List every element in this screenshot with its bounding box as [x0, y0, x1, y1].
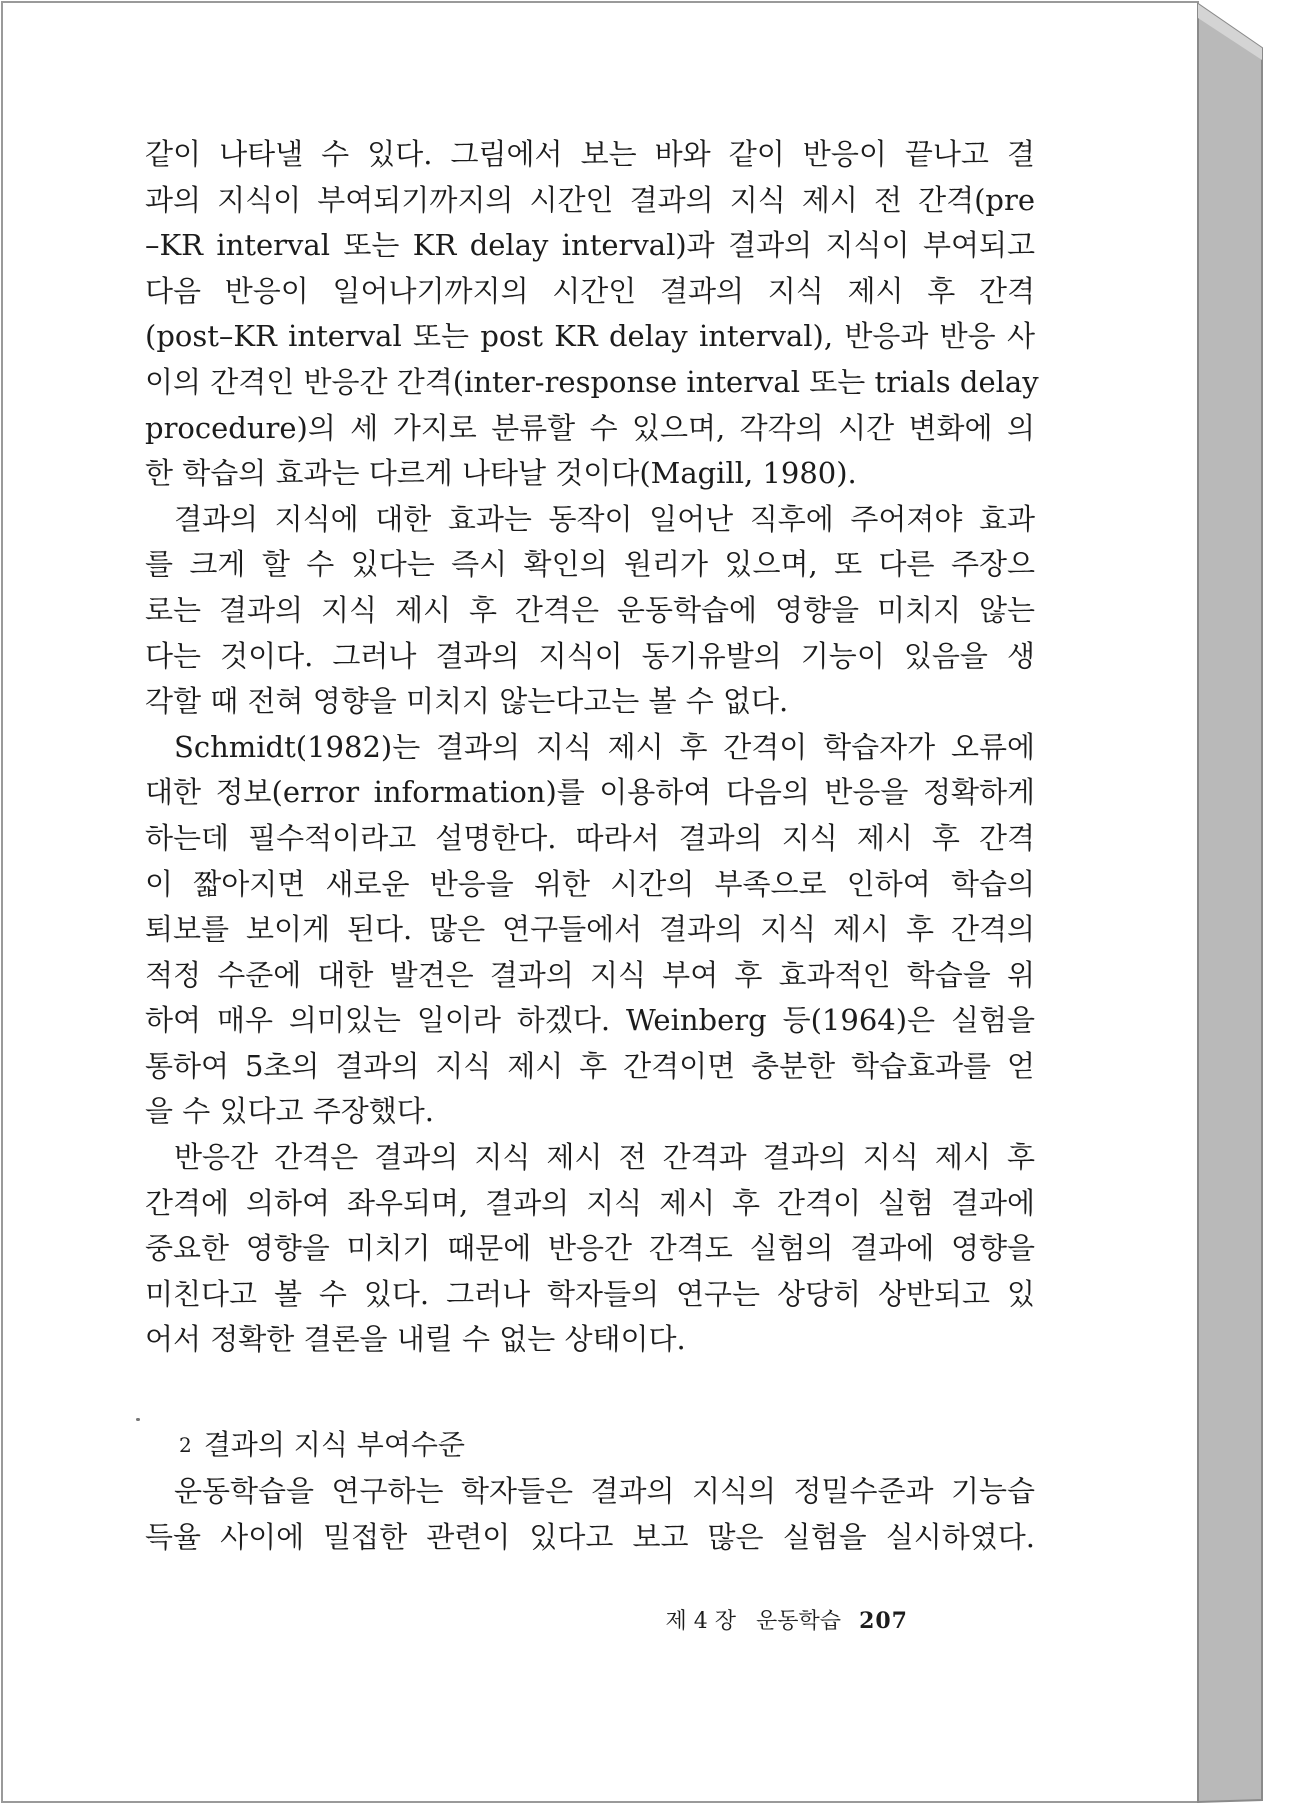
text-line: procedure)의 세 가지로 분류할 수 있으며, 각각의 시간 변화에 의	[145, 410, 1035, 445]
body-text	[145, 132, 1039, 1560]
text-line: 다는 것이다. 그러나 결과의 지식이 동기유발의 기능이 있음을 생	[145, 638, 1035, 673]
page-stack-side	[1198, 4, 1262, 1802]
text-line: 적정 수준에 대한 발견은 결과의 지식 부여 후 효과적인 학습을 위	[145, 957, 1035, 992]
text-line: 이 짧아지면 새로운 반응을 위한 시간의 부족으로 인하여 학습의	[145, 866, 1035, 901]
page-number: 207	[859, 1608, 908, 1634]
text-line: 같이 나타낼 수 있다. 그림에서 보는 바와 같이 반응이 끝나고 결	[145, 137, 1035, 171]
section-paragraph	[145, 1469, 1035, 1560]
text-line: 을 수 있다고 주장했다.	[145, 1094, 434, 1129]
text-line: 중요한 영향을 미치기 때문에 반응간 간격도 실험의 결과에 영향을	[145, 1231, 1035, 1266]
text-line: 로는 결과의 지식 제시 후 간격은 운동학습에 영향을 미치지 않는	[145, 592, 1035, 627]
text-line: 다음 반응이 일어나기까지의 시간인 결과의 지식 제시 후 간격	[145, 273, 1035, 308]
text-line: 한 학습의 효과는 다르게 나타날 것이다(Magill, 1980).	[145, 456, 857, 491]
text-line: 하여 매우 의미있는 일이라 하겠다. Weinberg 등(1964)은 실험을	[145, 1003, 1035, 1038]
text-line: 대한 정보(error information)를 이용하여 다음의 반응을 정확하게	[145, 775, 1035, 810]
text-line: 득율 사이에 밀접한 관련이 있다고 보고 많은 실험을 실시하였다.	[145, 1519, 1035, 1554]
scan-speck	[136, 1418, 140, 1421]
text-line: 과의 지식이 부여되기까지의 시간인 결과의 지식 제시 전 간격(pre	[145, 182, 1035, 217]
paragraph	[145, 1135, 1035, 1363]
text-line: (post–KR interval 또는 post KR delay interval), 반응과 반응 사	[145, 319, 1035, 354]
section-heading	[145, 1421, 1035, 1469]
section-title: 결과의 지식 부여수준	[203, 1428, 465, 1462]
text-line: 결과의 지식에 대한 효과는 동작이 일어난 직후에 주어져야 효과	[174, 501, 1035, 536]
text-line: 각할 때 전혀 영향을 미치지 않는다고는 볼 수 없다.	[145, 684, 789, 719]
section-number: 2	[179, 1433, 192, 1458]
section-spacer	[145, 1363, 1035, 1421]
text-line: –KR interval 또는 KR delay interval)과 결과의 지식이 부여되고	[145, 228, 1035, 263]
text-line: 퇴보를 보이게 된다. 많은 연구들에서 결과의 지식 제시 후 간격의	[145, 912, 1035, 947]
text-line: 를 크게 할 수 있다는 즉시 확인의 원리가 있으며, 또 다른 주장으	[145, 547, 1035, 582]
paragraph	[145, 725, 1035, 1135]
text-line: 통하여 5초의 결과의 지식 제시 후 간격이면 충분한 학습효과를 얻	[145, 1048, 1035, 1083]
text-line: 미친다고 볼 수 있다. 그러나 학자들의 연구는 상당히 상반되고 있	[145, 1276, 1035, 1311]
footer-chapter: 제 4 장	[665, 1609, 737, 1634]
text-line: 반응간 간격은 결과의 지식 제시 전 간격과 결과의 지식 제시 후	[174, 1140, 1035, 1175]
page-sheet	[6, 6, 1196, 1798]
page-footer	[666, 1604, 908, 1635]
footer-chapter-title: 운동학습	[756, 1609, 842, 1634]
text-line: Schmidt(1982)는 결과의 지식 제시 후 간격이 학습자가 오류에	[174, 729, 1035, 764]
text-line: 간격에 의하여 좌우되며, 결과의 지식 제시 후 간격이 실험 결과에	[145, 1185, 1035, 1220]
text-line: 어서 정확한 결론을 내릴 수 없는 상태이다.	[145, 1322, 686, 1357]
text-line: 이의 간격인 반응간 간격(inter-response interval 또는 trials delay	[145, 364, 1039, 399]
text-line: 운동학습을 연구하는 학자들은 결과의 지식의 정밀수준과 기능습	[174, 1474, 1035, 1509]
paragraph	[145, 132, 1039, 497]
text-line: 하는데 필수적이라고 설명한다. 따라서 결과의 지식 제시 후 간격	[145, 820, 1035, 855]
paragraph	[145, 497, 1035, 725]
